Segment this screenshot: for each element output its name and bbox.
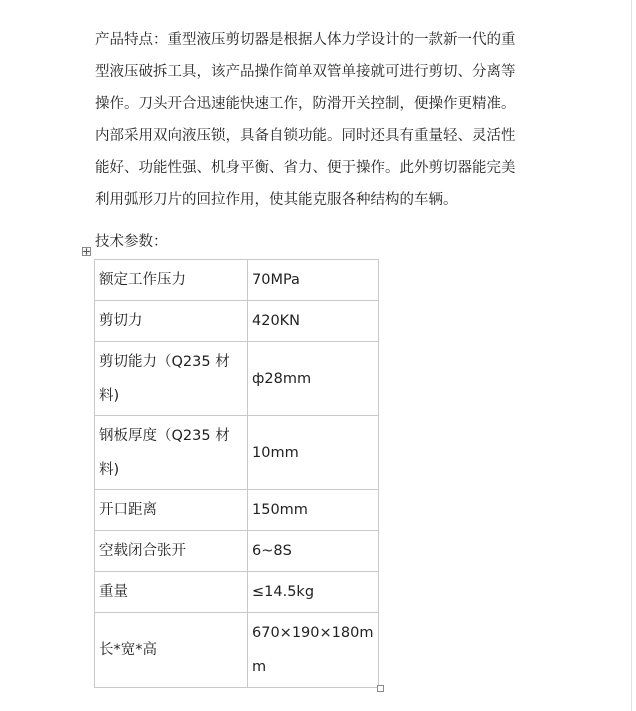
page-edge <box>631 0 632 711</box>
spec-name-cell[interactable]: 重量 <box>95 572 248 613</box>
product-features-paragraph[interactable] <box>95 24 535 216</box>
table-row <box>95 531 379 572</box>
table-row <box>95 301 379 342</box>
spec-value-cell[interactable]: 150mm <box>248 490 379 531</box>
table-row <box>95 260 379 301</box>
spec-name-cell[interactable]: 开口距离 <box>95 490 248 531</box>
spec-value-cell[interactable]: ф28mm <box>248 342 379 416</box>
spec-name-cell[interactable]: 剪切力 <box>95 301 248 342</box>
paragraph-line: 内部采用双向液压锁，具备自锁功能。同时还具有重量轻、灵活性 <box>95 128 516 144</box>
table-row <box>95 490 379 531</box>
move-cross-icon[interactable] <box>82 247 91 256</box>
spec-name-cell[interactable]: 空载闭合张开 <box>95 531 248 572</box>
paragraph-line: 利用弧形刀片的回拉作用，使其能克服各种结构的车辆。 <box>95 192 458 208</box>
table-row <box>95 342 379 416</box>
spec-name-cell[interactable] <box>95 342 248 416</box>
spec-value-text: 670×190×180mm <box>252 625 374 675</box>
spec-name-text: 钢板厚度（Q235 材料) <box>99 427 230 478</box>
spec-value-cell[interactable]: 70MPa <box>248 260 379 301</box>
paragraph-line: 型液压破拆工具，该产品操作简单双管单接就可进行剪切、分离等 <box>95 64 516 80</box>
spec-value-cell[interactable]: ≤14.5kg <box>248 572 379 613</box>
spec-value-cell[interactable]: 10mm <box>248 416 379 490</box>
table-row <box>95 572 379 613</box>
table-row <box>95 416 379 490</box>
spec-name-cell[interactable]: 长*宽*高 <box>95 613 248 688</box>
spec-name-cell[interactable] <box>95 416 248 490</box>
spec-value-cell[interactable] <box>248 613 379 688</box>
spec-table[interactable] <box>94 259 379 688</box>
resize-square-icon[interactable] <box>377 685 384 692</box>
paragraph-line: 操作。刀头开合迅速能快速工作，防滑开关控制，便操作更精准。 <box>95 96 516 112</box>
spec-value-cell[interactable]: 420KN <box>248 301 379 342</box>
table-row <box>95 613 379 688</box>
paragraph-line: 能好、功能性强、机身平衡、省力、便于操作。此外剪切器能完美 <box>95 160 516 176</box>
tech-params-label: 技术参数： <box>95 234 168 250</box>
spec-name-cell[interactable]: 额定工作压力 <box>95 260 248 301</box>
paragraph-line: 产品特点：重型液压剪切器是根据人体力学设计的一款新一代的重 <box>95 32 516 48</box>
spec-name-text: 剪切能力（Q235 材料) <box>99 353 230 404</box>
spec-value-cell[interactable]: 6~8S <box>248 531 379 572</box>
